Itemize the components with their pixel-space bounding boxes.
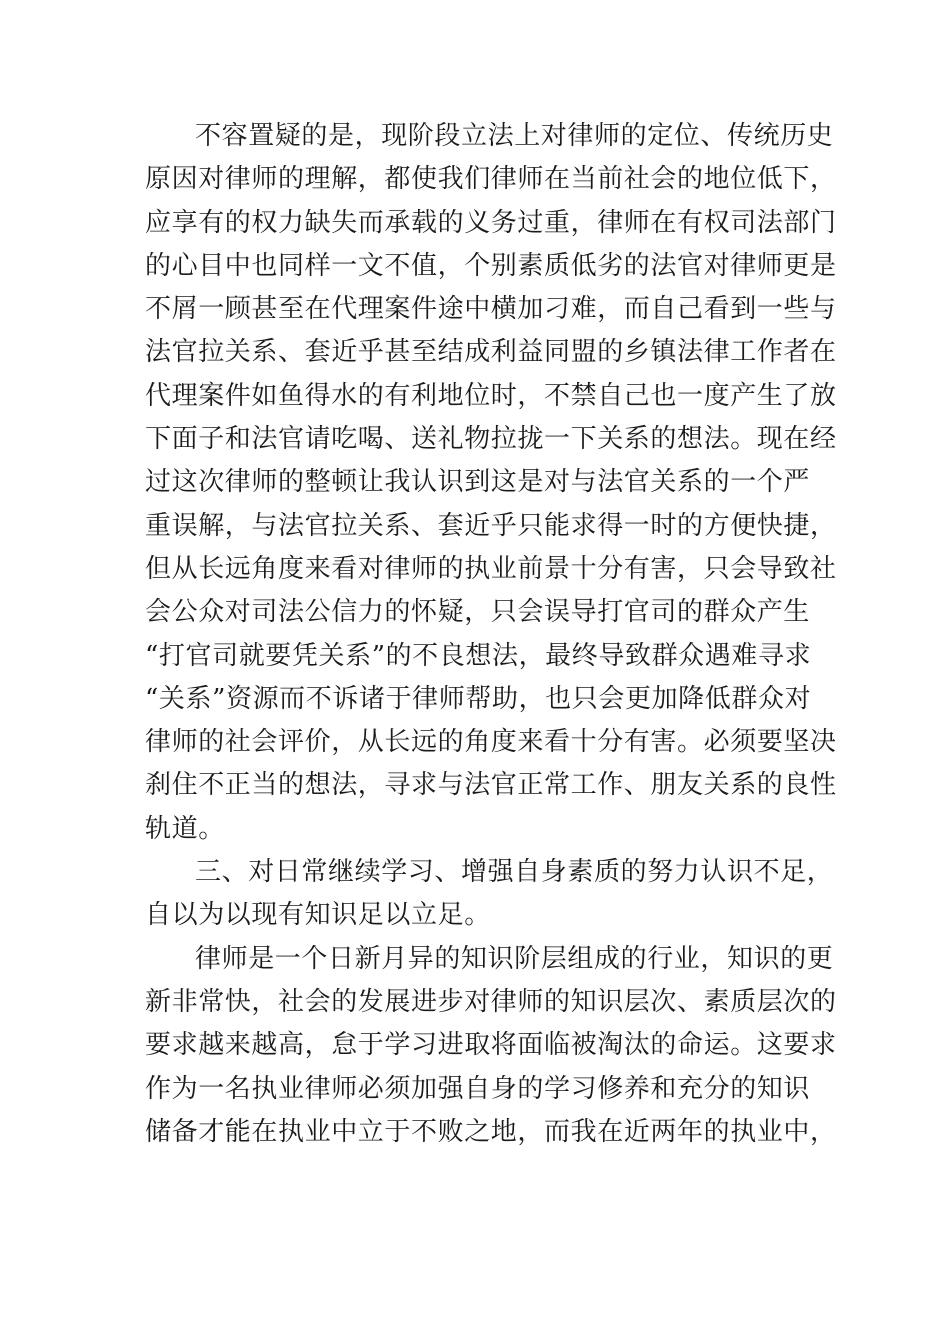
text-line: 原因对律师的理解，都使我们律师在当前社会的地位低下， bbox=[145, 164, 837, 195]
text-line: 要求越来越高，怠于学习进取将面临被淘汰的命运。这要求 bbox=[145, 1030, 837, 1061]
text-line: 但从长远角度来看对律师的执业前景十分有害，只会导致社 bbox=[145, 553, 837, 584]
text-line: 作为一名执业律师必须加强自身的学习修养和充分的知识 bbox=[145, 1073, 811, 1104]
text-line: 法官拉关系、套近乎甚至结成利益同盟的乡镇法律工作者在 bbox=[145, 337, 837, 368]
text-line: 会公众对司法公信力的怀疑，只会误导打官司的群众产生 bbox=[145, 597, 811, 628]
text-line: 下面子和法官请吃喝、送礼物拉拢一下关系的想法。现在经 bbox=[145, 424, 837, 455]
body-text bbox=[145, 115, 845, 1154]
text-line: “关系”资源而不诉诸于律师帮助，也只会更加降低群众对 bbox=[145, 683, 812, 714]
text-line: 过这次律师的整顿让我认识到这是对与法官关系的一个严 bbox=[145, 467, 811, 498]
text-line: 律师的社会评价，从长远的角度来看十分有害。必须要坚决 bbox=[145, 727, 837, 758]
text-line: 律师是一个日新月异的知识阶层组成的行业，知识的更 bbox=[195, 943, 834, 974]
text-line: 新非常快，社会的发展进步对律师的知识层次、素质层次的 bbox=[145, 986, 837, 1017]
text-line: 的心目中也同样一文不值，个别素质低劣的法官对律师更是 bbox=[145, 250, 837, 281]
section-heading: 三、对日常继续学习、增强自身素质的努力认识不足， bbox=[195, 857, 834, 888]
text-line: 重误解，与法官拉关系、套近乎只能求得一时的方便快捷， bbox=[145, 510, 837, 541]
text-line: 应享有的权力缺失而承载的义务过重，律师在有权司法部门 bbox=[145, 207, 837, 238]
text-line: 储备才能在执业中立于不败之地，而我在近两年的执业中， bbox=[145, 1116, 837, 1147]
text-line: 代理案件如鱼得水的有利地位时，不禁自己也一度产生了放 bbox=[145, 380, 837, 411]
section-heading-continued: 自以为以现有知识足以立足。 bbox=[145, 900, 491, 931]
text-line: 不屑一顾甚至在代理案件途中横加刁难，而自己看到一些与 bbox=[145, 294, 837, 325]
text-line: 轨道。 bbox=[145, 813, 225, 844]
text-line: “打官司就要凭关系”的不良想法，最终导致群众遇难寻求 bbox=[145, 640, 812, 671]
text-line: 不容置疑的是，现阶段立法上对律师的定位、传统历史 bbox=[195, 121, 834, 151]
text-line: 刹住不正当的想法，寻求与法官正常工作、朋友关系的良性 bbox=[145, 770, 837, 801]
